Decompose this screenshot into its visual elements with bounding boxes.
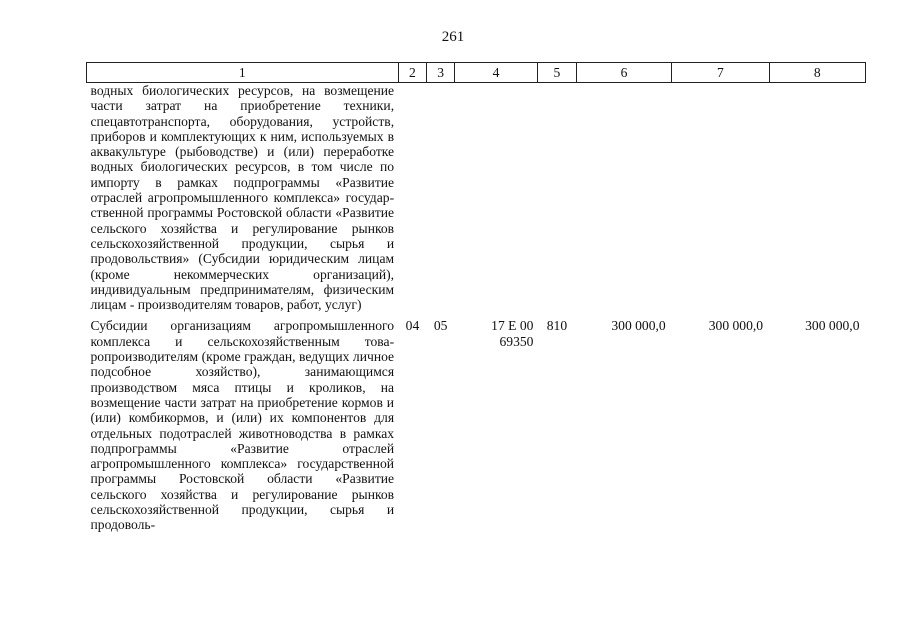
table-header-row xyxy=(87,63,866,83)
cell-amount-year-1 xyxy=(576,83,671,313)
cell-expense-type: 810 xyxy=(546,318,568,334)
cell-section-code: 05 xyxy=(433,318,448,334)
column-header-8: 8 xyxy=(769,63,865,83)
column-header-6: 6 xyxy=(576,63,671,83)
column-header-7: 7 xyxy=(672,63,769,83)
cell-section-code xyxy=(427,83,455,313)
cell-ministry-code xyxy=(398,83,427,313)
cell-amount-year-3 xyxy=(769,83,865,313)
cell-amount-year-3: 300 000,0 xyxy=(805,318,860,334)
cell-amount-year-1: 300 000,0 xyxy=(611,318,666,334)
row-description: водных биологических ресурсов, на возмещение части затрат на приобретение техники, спецавтотранспорта, оборудования, устройств, приборов и комплектующих к ним, используемых в аквакультуре (рыбоводстве) и (или) переработке водных биологических ресурсов, в том числе по импорту в рамках подпрограммы «Развитие отраслей агропромышленного комплекса» государственной программы Ростовской области «Развитие сельского хозяйства и регулирование рынков сельскохозяйственной продукции, сырья и продовольствия» (Субсидии юридическим лицам (кроме некоммерческих организаций), индивидуальным предпринимателям, физическим лицам - производителям товаров, работ, услуг) xyxy=(90,83,395,313)
column-header-5: 5 xyxy=(537,63,576,83)
table-row xyxy=(87,312,866,532)
column-header-2: 2 xyxy=(398,63,427,83)
column-header-1: 1 xyxy=(87,63,399,83)
column-header-4: 4 xyxy=(454,63,537,83)
cell-target-article xyxy=(454,83,537,313)
table-row xyxy=(87,83,866,313)
cell-amount-year-2 xyxy=(672,83,769,313)
cell-expense-type xyxy=(537,83,576,313)
cell-amount-year-2: 300 000,0 xyxy=(708,318,764,334)
budget-table xyxy=(86,62,866,533)
page-number: 261 xyxy=(441,29,465,45)
budget-table-container xyxy=(86,62,866,533)
cell-ministry-code: 04 xyxy=(405,318,420,334)
column-header-3: 3 xyxy=(427,63,455,83)
cell-target-article: 17 Е 00 69350 xyxy=(491,318,534,349)
row-description: Субсидии организациям агропромышленного комплекса и сельскохозяйственным товаропроизводителям (кроме граждан, ведущих личное подсобное хозяйство), занимающимся производством мяса птицы и кроликов, на возмещение части затрат на приобретение кормов и (или) комбикормов, и (или) их компонентов для отдельных подотраслей животноводства в рамках подпрограммы «Развитие отраслей агропромышленного комплекса» государственной программы Ростовской области «Развитие сельского хозяйства и регулирование рынков сельскохозяйственной продукции, сырья и продоволь- xyxy=(90,318,395,533)
